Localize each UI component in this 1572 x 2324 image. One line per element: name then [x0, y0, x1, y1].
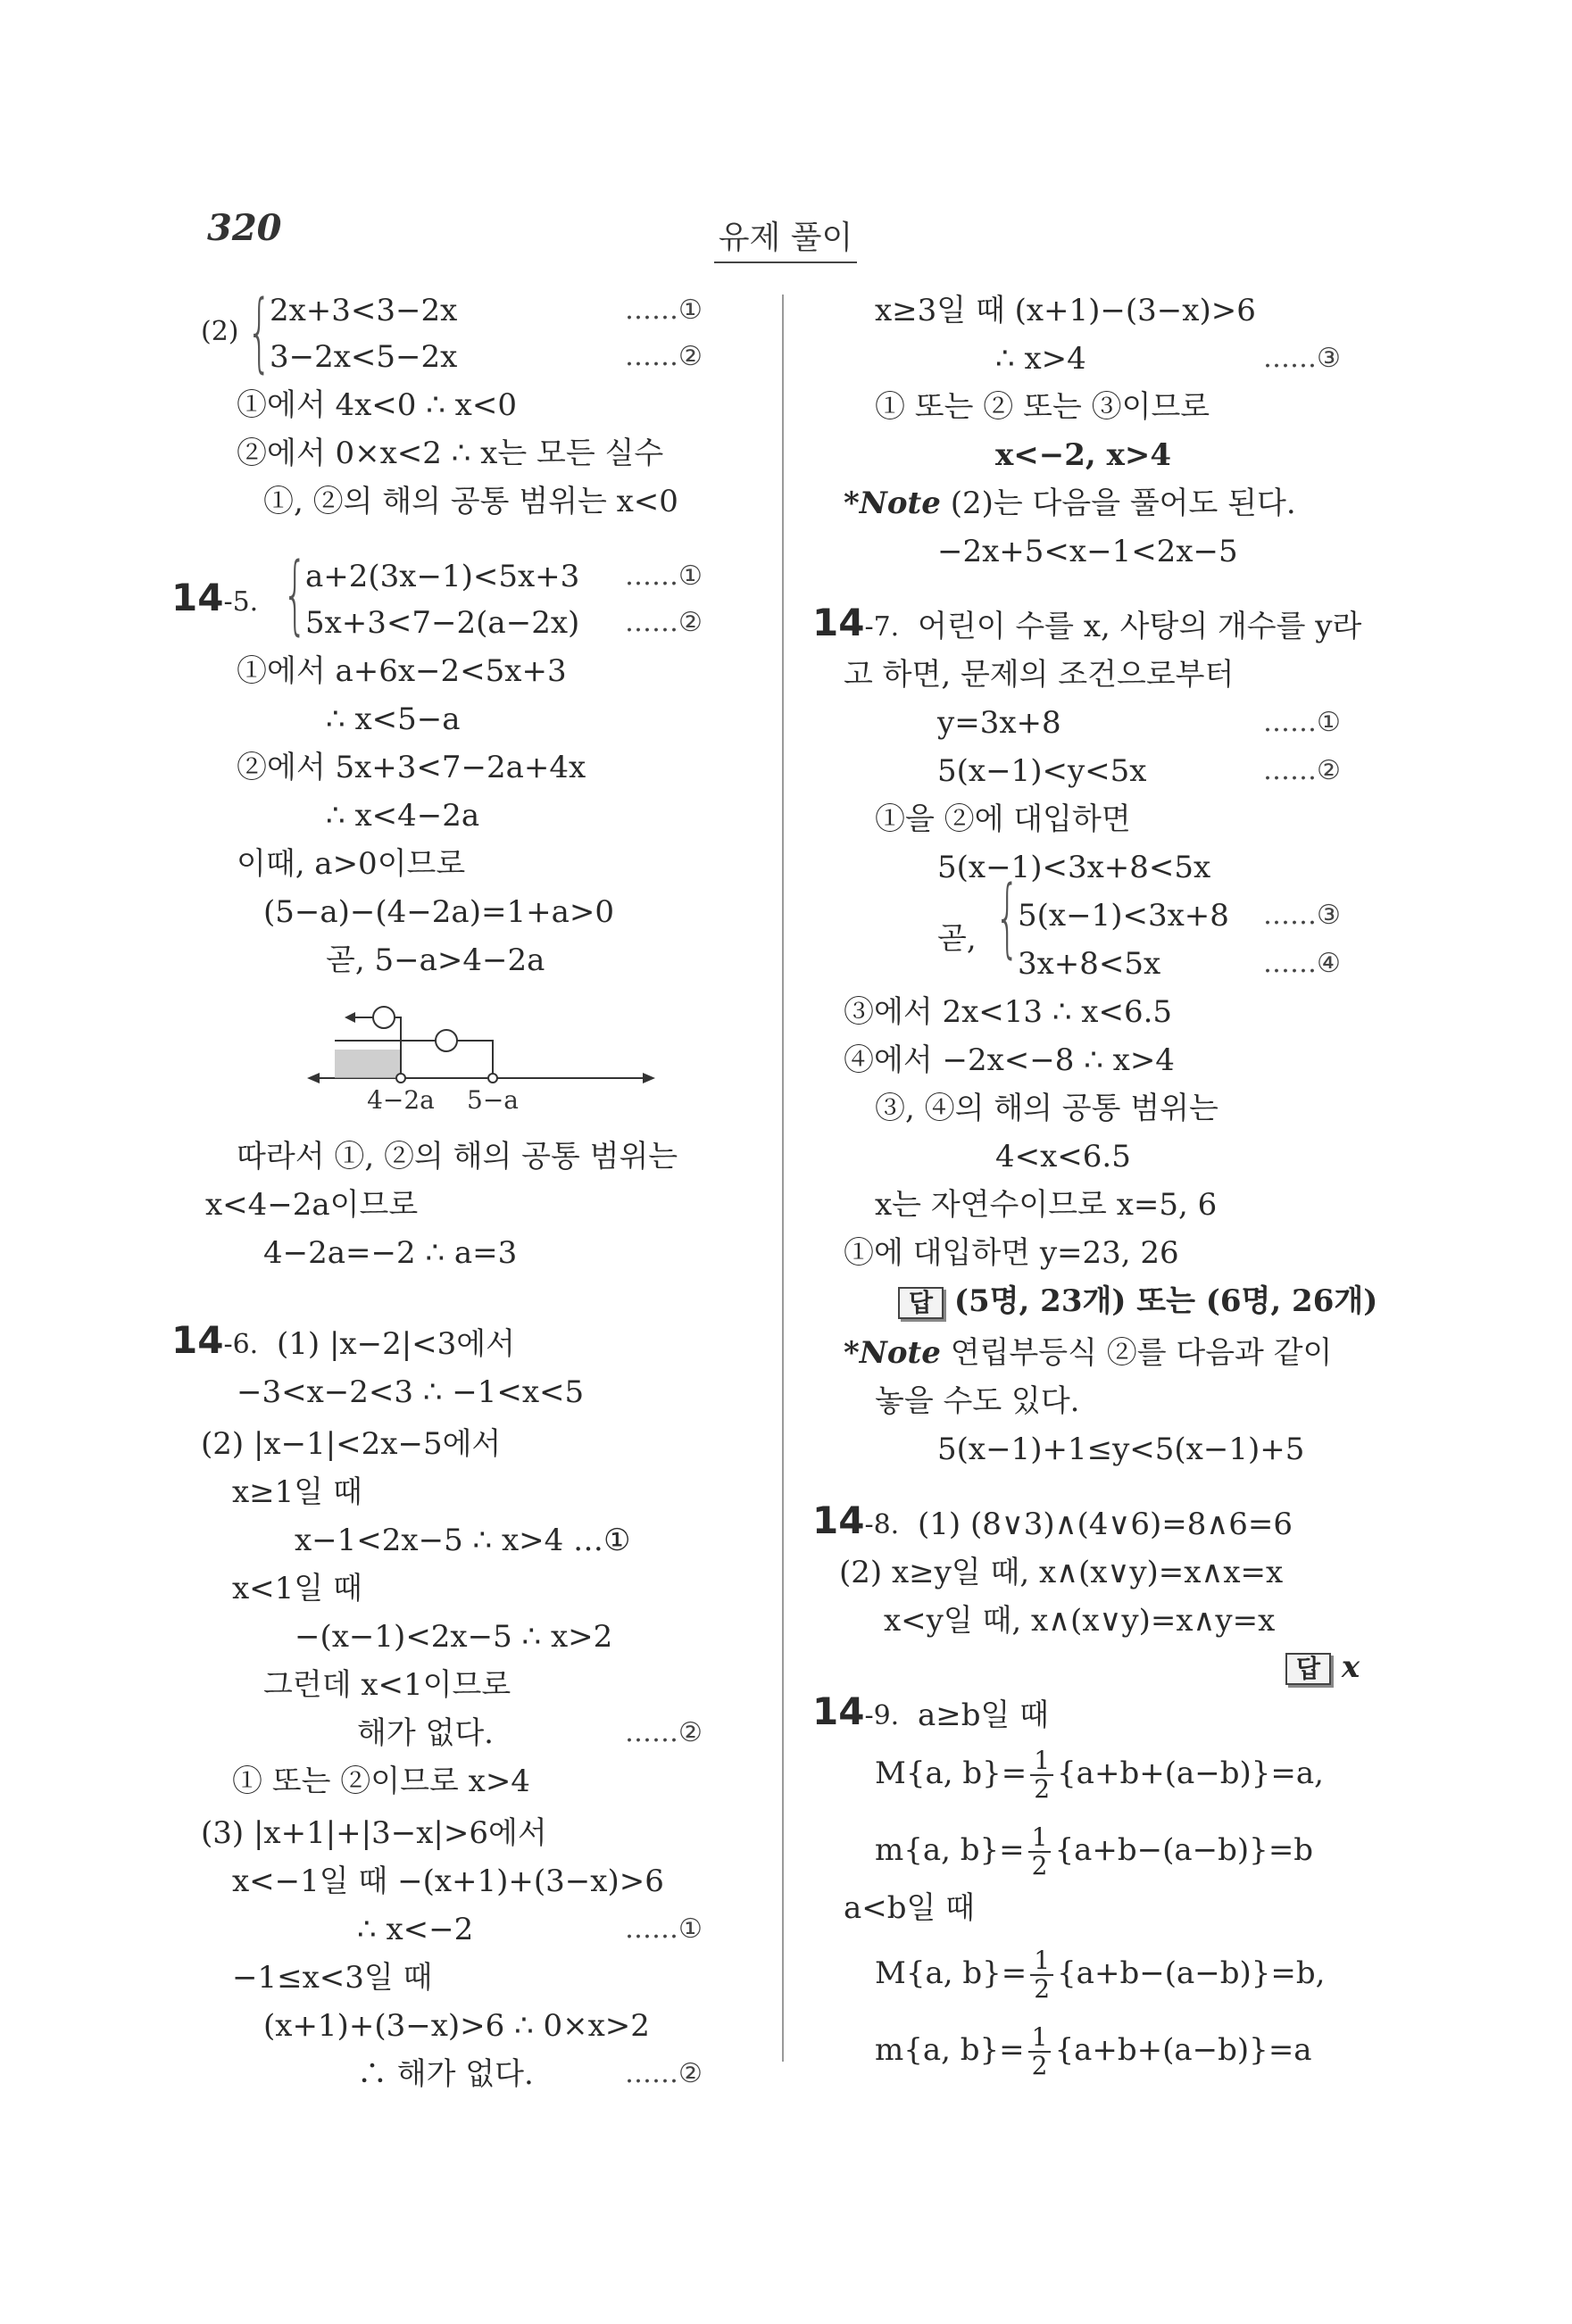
- equation-tag: ……②: [625, 607, 703, 638]
- number-line-label: 4−2a: [367, 1085, 435, 1114]
- solution-line: x−1<2x−5 ∴ x>4 …①: [295, 1523, 631, 1558]
- equation-tag: ……④: [1263, 948, 1341, 979]
- solution-line: 곧, 5−a>4−2a: [326, 942, 545, 978]
- problem-number: 14-7.: [812, 601, 900, 644]
- solution-line: x<−1일 때 −(x+1)+(3−x)>6: [232, 1863, 664, 1899]
- equation-tag: ……②: [625, 341, 703, 372]
- equation: 3−2x<5−2x: [270, 339, 458, 375]
- equation-tag: ……③: [1263, 343, 1341, 374]
- equation: 5(x−1)+1≤y<5(x−1)+5: [937, 1432, 1305, 1467]
- equation-tag: ……①: [625, 560, 703, 592]
- solution-line: 해가 없다.: [357, 1715, 494, 1751]
- equation: 3x+8<5x: [1018, 946, 1161, 982]
- solution-line: ① 또는 ② 또는 ③이므로: [875, 389, 1210, 425]
- solution-line: a≥b일 때: [918, 1697, 1050, 1733]
- solution-line: x≥3일 때 (x+1)−(3−x)>6: [875, 293, 1256, 328]
- solution-line: ②에서 5x+3<7−2a+4x: [237, 750, 586, 785]
- solution-line: ③에서 2x<13 ∴ x<6.5: [844, 994, 1173, 1030]
- note-line: *Note 연립부등식 ②를 다음과 같이: [844, 1335, 1333, 1371]
- circle-marker-1: [436, 1030, 457, 1051]
- answer-box: 답: [898, 1287, 944, 1319]
- solution-line: (1) |x−2|<3에서: [277, 1326, 515, 1362]
- page-number: 320: [207, 207, 282, 249]
- problem-number: 14-6.: [171, 1318, 259, 1362]
- solution-line: 고 하면, 문제의 조건으로부터: [844, 657, 1235, 693]
- note-line: *Note (2)는 다음을 풀어도 된다.: [844, 486, 1296, 521]
- solution-line: −1≤x<3일 때: [232, 1960, 433, 1996]
- answer-line: 답 (5명, 23개) 또는 (6명, 26개): [898, 1283, 1377, 1319]
- formula-line: m{a, b}= $\frac{1}{2}$ {a+b−(a−b)}=b: [875, 1822, 1314, 1880]
- solution-line: ②에서 0×x<2 ∴ x는 모든 실수: [237, 436, 664, 471]
- problem-number: 14-8.: [812, 1498, 900, 1542]
- solution-line: (5−a)−(4−2a)=1+a>0: [263, 894, 614, 930]
- solution-line: ∴ x<4−2a: [326, 798, 480, 834]
- equation: 5x+3<7−2(a−2x): [305, 605, 580, 641]
- equation: 2x+3<3−2x: [270, 293, 458, 328]
- solution-line: ③, ④의 해의 공통 범위는: [875, 1091, 1219, 1126]
- equation-tag: ……①: [625, 295, 703, 326]
- solution-line: (2) x≥y일 때, x∧(x∨y)=x∧x=x: [839, 1555, 1284, 1590]
- answer-line: 답 x: [1285, 1649, 1360, 1685]
- solution-line: x는 자연수이므로 x=5, 6: [875, 1187, 1218, 1223]
- formula-line: m{a, b}= $\frac{1}{2}$ {a+b+(a−b)}=a: [875, 2022, 1312, 2080]
- note-line: 놓을 수도 있다.: [875, 1383, 1080, 1419]
- solution-line: x<1일 때: [232, 1571, 362, 1606]
- solution-line: ①을 ②에 대입하면: [875, 801, 1131, 837]
- number-line-label: 5−a: [467, 1085, 519, 1114]
- solution-line: x<y일 때, x∧(x∨y)=x∧y=x: [884, 1603, 1276, 1639]
- equation: 5(x−1)<3x+8<5x: [937, 850, 1211, 885]
- solution-line: (2) |x−1|<2x−5에서: [201, 1426, 502, 1462]
- equation: a+2(3x−1)<5x+3: [305, 559, 580, 594]
- solution-line: x<4−2a이므로: [205, 1187, 419, 1223]
- equation: 5(x−1)<y<5x: [937, 753, 1147, 789]
- solution-line: 이때, a>0이므로: [237, 846, 466, 882]
- number-line-diagram: [304, 998, 661, 1114]
- fraction: $\frac{1}{2}$: [1028, 2024, 1052, 2079]
- solution-line: ∴ x<−2: [357, 1912, 474, 1947]
- problem-number: 14-9.: [812, 1689, 900, 1733]
- answer-box: 답: [1285, 1653, 1331, 1685]
- solution-line: ④에서 −2x<−8 ∴ x>4: [844, 1042, 1175, 1078]
- solution-line: −2x+5<x−1<2x−5: [937, 534, 1238, 569]
- solution-line: ∴ x<5−a: [326, 701, 461, 737]
- solution-line: ∴ x>4: [995, 341, 1086, 377]
- solution-line: (x+1)+(3−x)>6 ∴ 0×x>2: [263, 2008, 650, 2044]
- solution-line: 따라서 ①, ②의 해의 공통 범위는: [237, 1139, 678, 1174]
- solution-line: x≥1일 때: [232, 1474, 362, 1510]
- solution-line: ①에 대입하면 y=23, 26: [844, 1235, 1179, 1271]
- problem-label: (2): [201, 316, 239, 347]
- solution-line: 4−2a=−2 ∴ a=3: [263, 1235, 518, 1271]
- solution-line: x<−2, x>4: [995, 437, 1171, 473]
- formula-line: M{a, b}= $\frac{1}{2}$ {a+b+(a−b)}=a,: [875, 1746, 1324, 1804]
- circle-marker-2: [373, 1007, 395, 1028]
- equation-tag: ……②: [1263, 755, 1341, 786]
- equation-tag: ……①: [625, 1913, 703, 1945]
- solution-line: ①에서 4x<0 ∴ x<0: [237, 387, 517, 423]
- equation-tag: ……③: [1263, 900, 1341, 931]
- solution-line: 어린이 수를 x, 사탕의 개수를 y라: [918, 609, 1362, 644]
- column-divider: [782, 295, 784, 2062]
- page-title: 유제 풀이: [714, 212, 857, 263]
- brace: {: [246, 282, 272, 382]
- equation-tag: ……①: [1263, 707, 1341, 738]
- equation: 5(x−1)<3x+8: [1018, 898, 1229, 934]
- formula-line: M{a, b}= $\frac{1}{2}$ {a+b−(a−b)}=b,: [875, 1946, 1326, 2004]
- solution-line: ①, ②의 해의 공통 범위는 x<0: [263, 484, 678, 519]
- fraction: $\frac{1}{2}$: [1028, 1824, 1052, 1880]
- brace: {: [282, 544, 308, 644]
- solution-line: −(x−1)<2x−5 ∴ x>2: [295, 1619, 613, 1655]
- fraction: $\frac{1}{2}$: [1030, 1747, 1053, 1803]
- solution-line: −3<x−2<3 ∴ −1<x<5: [237, 1374, 585, 1410]
- brace: {: [994, 867, 1020, 967]
- problem-number: 14-5.: [171, 576, 259, 619]
- solution-line: ① 또는 ②이므로 x>4: [232, 1764, 530, 1799]
- solution-line: 곧,: [937, 921, 977, 957]
- solution-line: ①에서 a+6x−2<5x+3: [237, 653, 567, 689]
- solution-line: a<b일 때: [844, 1890, 976, 1926]
- equation-tag: ……②: [625, 1717, 703, 1748]
- solution-line: ∴ 해가 없다.: [357, 2056, 534, 2092]
- solution-line: (3) |x+1|+|3−x|>6에서: [201, 1815, 547, 1851]
- solution-line: 그런데 x<1이므로: [263, 1667, 512, 1703]
- equation: y=3x+8: [937, 705, 1061, 741]
- fraction: $\frac{1}{2}$: [1030, 1947, 1053, 2003]
- solution-line: 4<x<6.5: [995, 1139, 1131, 1174]
- equation-tag: ……②: [625, 2058, 703, 2089]
- solution-line: (1) (8∨3)∧(4∨6)=8∧6=6: [918, 1506, 1293, 1542]
